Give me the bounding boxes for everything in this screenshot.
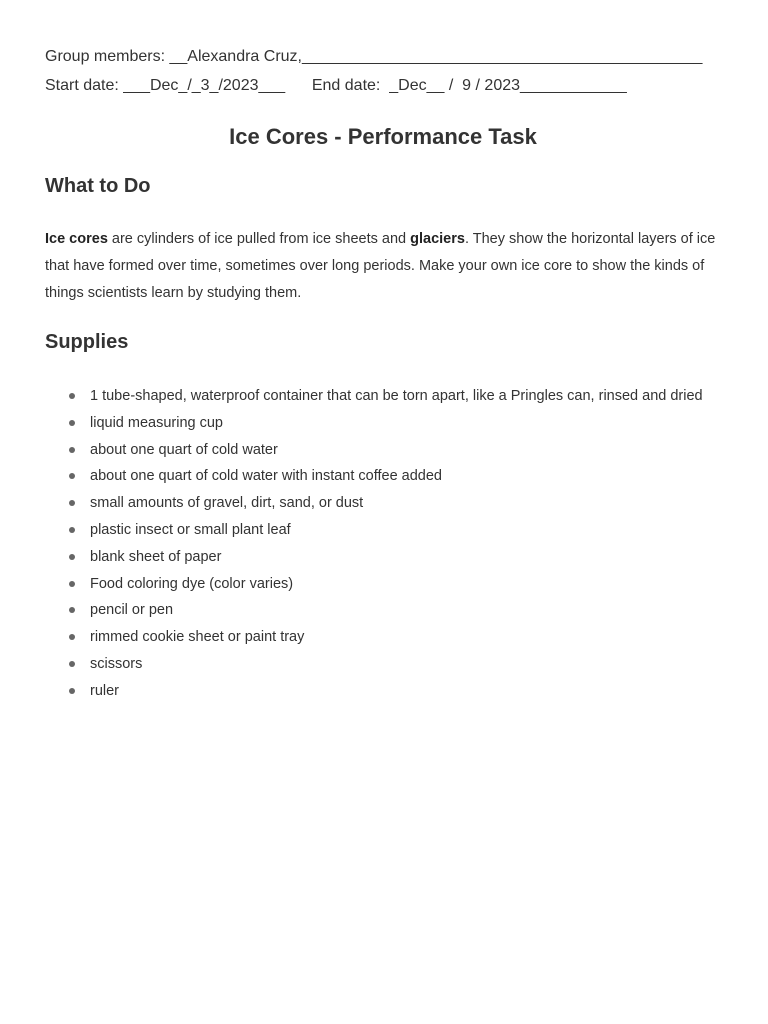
list-item: plastic insect or small plant leaf [45,517,725,544]
bullet-icon [69,607,75,613]
bullet-icon [69,527,75,533]
bullet-icon [69,447,75,453]
bullet-icon [69,554,75,560]
list-item: Food coloring dye (color varies) [45,571,725,598]
list-item: blank sheet of paper [45,544,725,571]
term-ice-cores: Ice cores [45,231,108,247]
list-item: liquid measuring cup [45,410,725,437]
bullet-icon [69,473,75,479]
group-members-line: Group members: __Alexandra Cruz,_____________________________________________ [45,48,703,65]
dates-line: Start date: ___Dec_/_3_/2023___ End date: _Dec__ / 9 / 2023____________ [45,77,627,94]
intro-text-1: are cylinders of ice pulled from ice sheets and [107,231,411,247]
list-item: about one quart of cold water with instant coffee added [45,463,725,490]
bullet-icon [69,420,75,426]
term-glaciers: glaciers [410,231,465,247]
list-item: rimmed cookie sheet or paint tray [45,624,725,651]
list-item: scissors [45,651,725,678]
bullet-icon [69,500,75,506]
list-item: small amounts of gravel, dirt, sand, or dust [45,490,725,517]
list-item: about one quart of cold water [45,437,725,464]
list-item: pencil or pen [45,597,725,624]
supplies-heading: Supplies [45,331,129,353]
bullet-icon [69,688,75,694]
bullet-icon [69,581,75,587]
bullet-icon [69,393,75,399]
intro-paragraph [45,226,725,307]
what-to-do-heading: What to Do [45,175,151,197]
list-item: ruler [45,678,725,705]
list-item: 1 tube-shaped, waterproof container that can be torn apart, like a Pringles can, rinsed and dried [45,383,725,410]
bullet-icon [69,634,75,640]
page-title: Ice Cores - Performance Task [229,124,537,149]
supplies-list [45,383,725,705]
bullet-icon [69,661,75,667]
intro-text-2: . They show the horizontal layers of ice that have formed over time, sometimes over long periods. Make your own ice core to show the kinds of things scientists learn by studying them. [45,231,716,301]
